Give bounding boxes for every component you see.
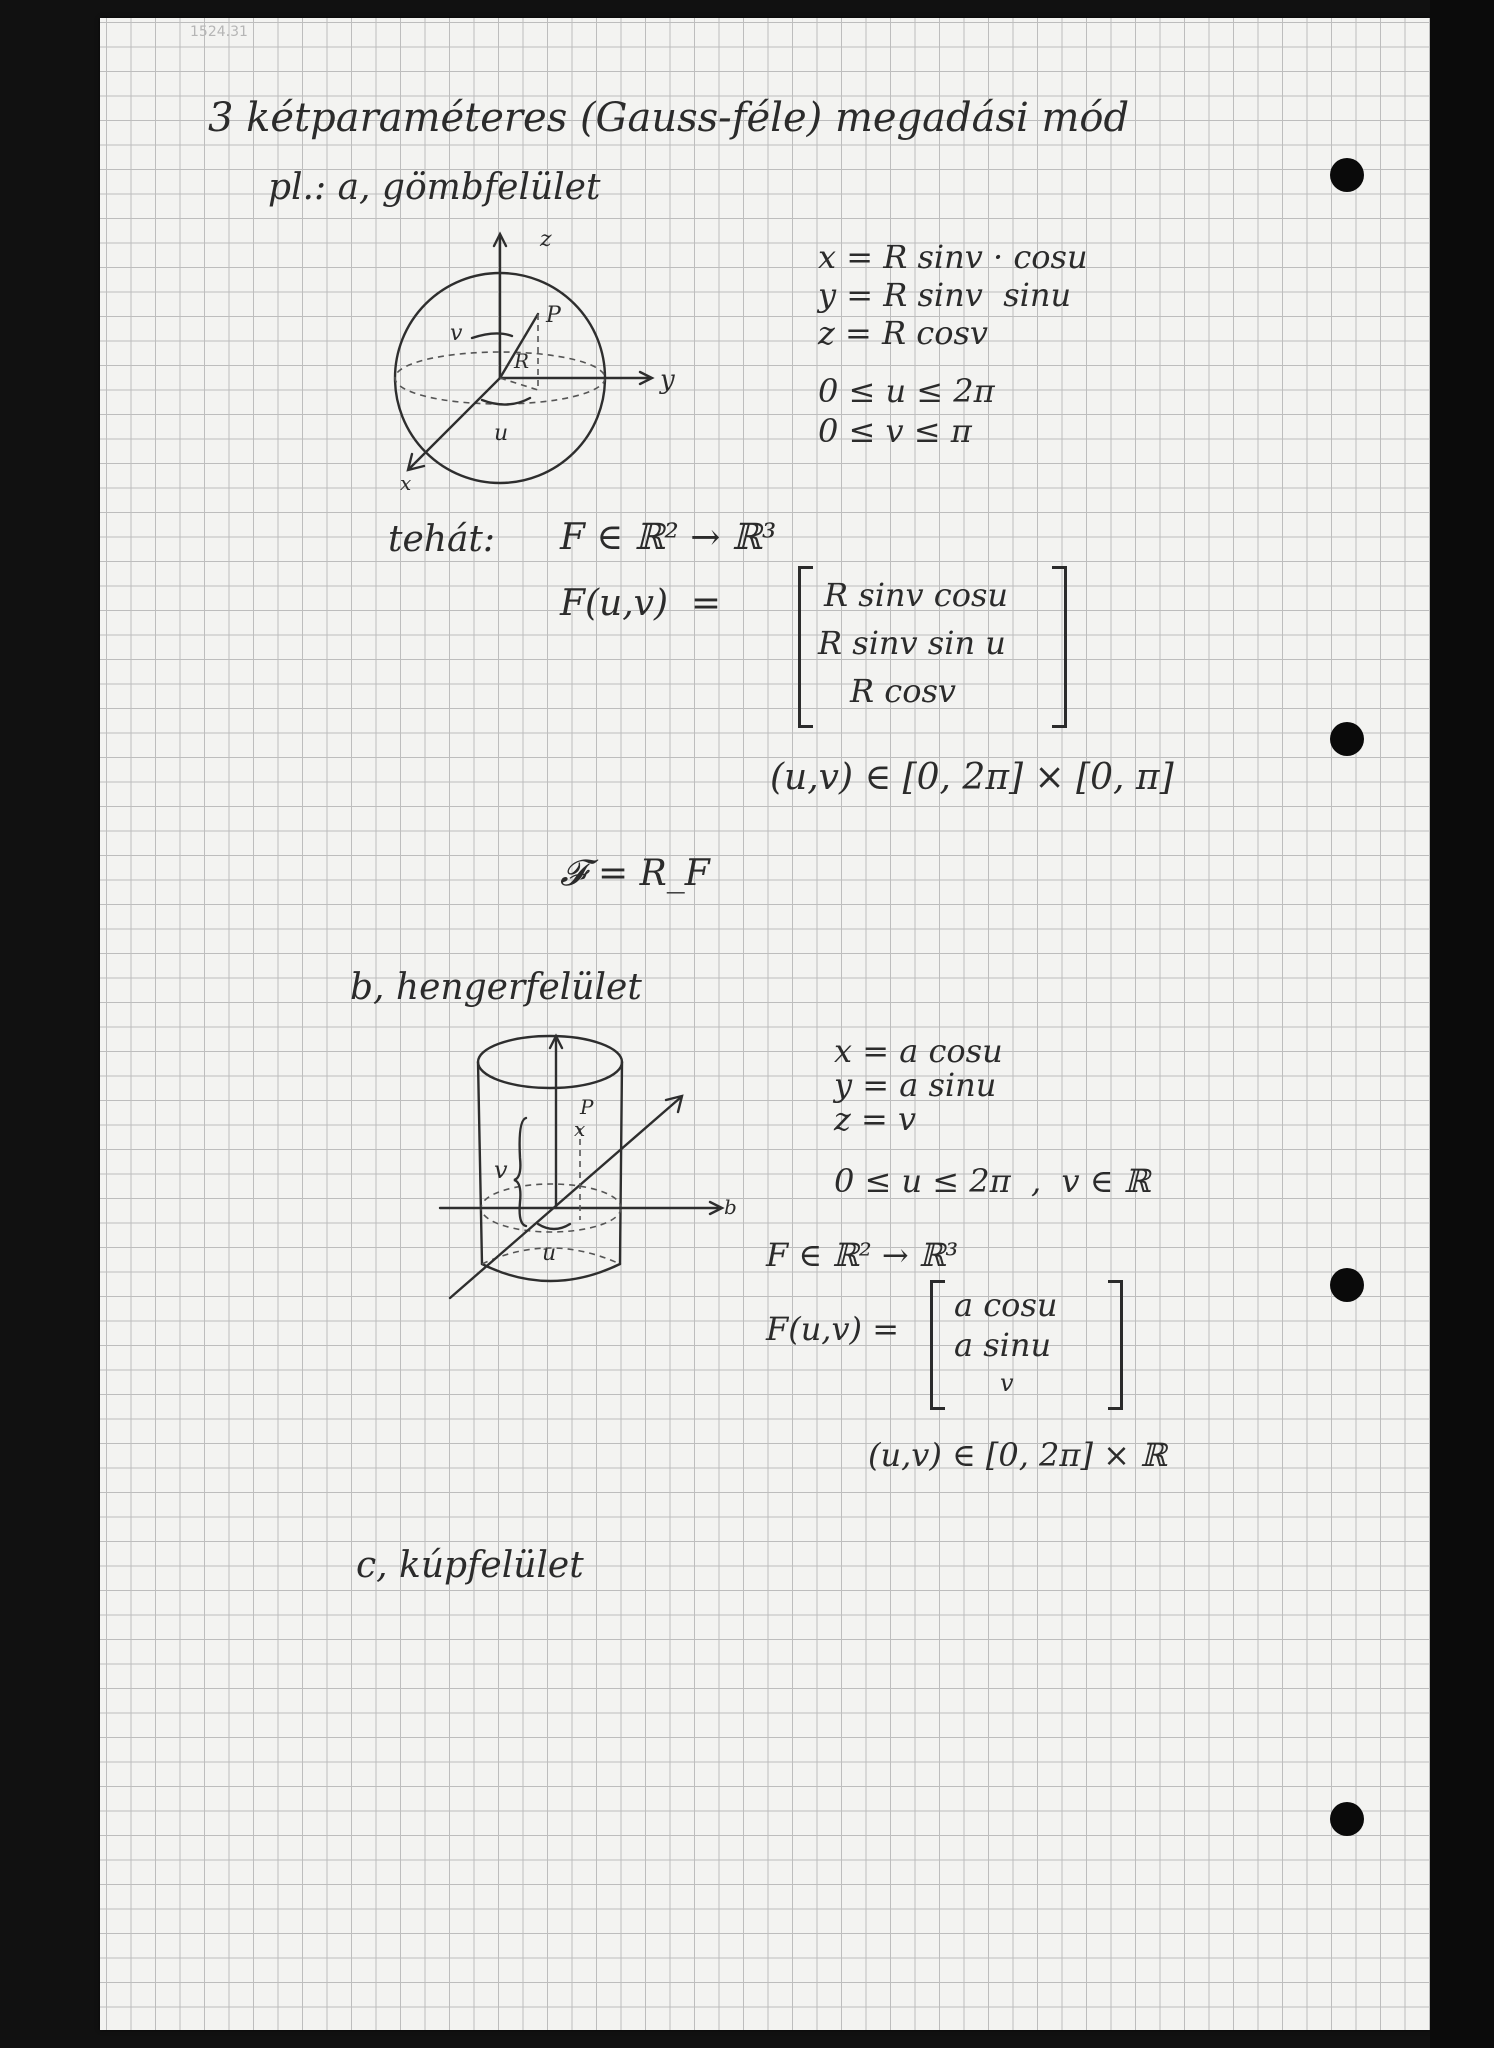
sphere-diagram: [390, 227, 720, 495]
cylinder-diagram: [430, 1028, 750, 1308]
cylinder-left-side: [478, 1062, 482, 1264]
cylinder-p-label: P: [580, 1095, 594, 1119]
sphere-p-label: P: [546, 303, 561, 328]
sphere-range-v: 0 ≤ v ≤ π: [818, 412, 972, 450]
sphere-vector-bracket-right: [1052, 566, 1067, 728]
punch-hole-3: [1330, 1268, 1364, 1302]
sphere-domain: (u,v) ∈ [0, 2π] × [0, π]: [770, 757, 1174, 798]
sphere-func-lhs: F(u,v) =: [560, 583, 722, 624]
cylinder-u-label: u: [542, 1241, 557, 1266]
cylinder-u-arc: [538, 1224, 570, 1229]
cylinder-x-axis: [450, 1098, 680, 1298]
cylinder-eq-z: z = v: [834, 1100, 917, 1138]
u-projection: [500, 378, 538, 390]
punch-hole-2: [1330, 722, 1364, 756]
punch-hole-1: [1330, 158, 1364, 192]
cylinder-x-mark: x: [574, 1117, 586, 1141]
x-axis: [410, 378, 500, 468]
sphere-mapping: F ∈ ℝ² → ℝ³: [560, 517, 777, 558]
sphere-vector-row-2: R sinv sin u: [818, 624, 1006, 662]
cylinder-v-brace: [514, 1118, 526, 1226]
sphere-z-label: z: [540, 227, 552, 252]
cylinder-vector-row-3: v: [1000, 1369, 1014, 1397]
cylinder-vector-bracket-left: [930, 1280, 945, 1410]
cylinder-ranges: 0 ≤ u ≤ 2π , v ∈ ℝ: [834, 1162, 1151, 1200]
notebook-page: [100, 18, 1430, 2030]
sphere-range-eq: 𝓕 = R_F: [560, 853, 710, 894]
cylinder-top: [478, 1036, 622, 1088]
sphere-vector-row-3: R cosv: [850, 672, 956, 710]
sphere-r-label: R: [514, 349, 530, 373]
cylinder-domain: (u,v) ∈ [0, 2π] × ℝ: [868, 1436, 1167, 1474]
cylinder-eq-y: y = a sinu: [834, 1066, 997, 1104]
cylinder-vector-bracket-right: [1108, 1280, 1123, 1410]
cylinder-vector-row-2: a sinu: [954, 1326, 1052, 1364]
cylinder-b-label: b: [724, 1195, 737, 1219]
sphere-eq-z: z = R cosv: [818, 314, 988, 352]
section-c-label: c, kúpfelület: [356, 1545, 584, 1586]
corner-mark: 1524.31: [190, 24, 248, 40]
cylinder-bottom-front: [482, 1264, 620, 1281]
tehat-label: tehát:: [388, 519, 496, 560]
cylinder-right-side: [620, 1062, 622, 1264]
cylinder-mapping: F ∈ ℝ² → ℝ³: [766, 1236, 959, 1274]
sphere-y-label: y: [660, 365, 675, 395]
cylinder-func-lhs: F(u,v) =: [766, 1310, 900, 1348]
sphere-v-label: v: [450, 321, 463, 346]
sphere-eq-x: x = R sinv · cosu: [818, 238, 1088, 276]
section-a-label: pl.: a, gömbfelület: [268, 167, 601, 208]
sphere-eq-y: y = R sinv sinu: [818, 276, 1072, 314]
cylinder-eq-x: x = a cosu: [834, 1032, 1003, 1070]
sphere-range-u: 0 ≤ u ≤ 2π: [818, 372, 995, 410]
cylinder-vector-row-1: a cosu: [954, 1286, 1058, 1324]
sphere-vector-row-1: R sinv cosu: [824, 576, 1008, 614]
section-b-label: b, hengerfelület: [350, 967, 642, 1008]
scan-edge: [1430, 0, 1494, 2048]
punch-hole-4: [1330, 1802, 1364, 1836]
page-title: 3 kétparaméteres (Gauss-féle) megadási mód: [208, 95, 1130, 141]
sphere-u-label: u: [494, 421, 509, 446]
v-angle-arc: [472, 333, 512, 338]
sphere-vector-bracket-left: [798, 566, 813, 728]
cylinder-v-label: v: [494, 1156, 508, 1184]
sphere-x-label: x: [400, 471, 412, 495]
